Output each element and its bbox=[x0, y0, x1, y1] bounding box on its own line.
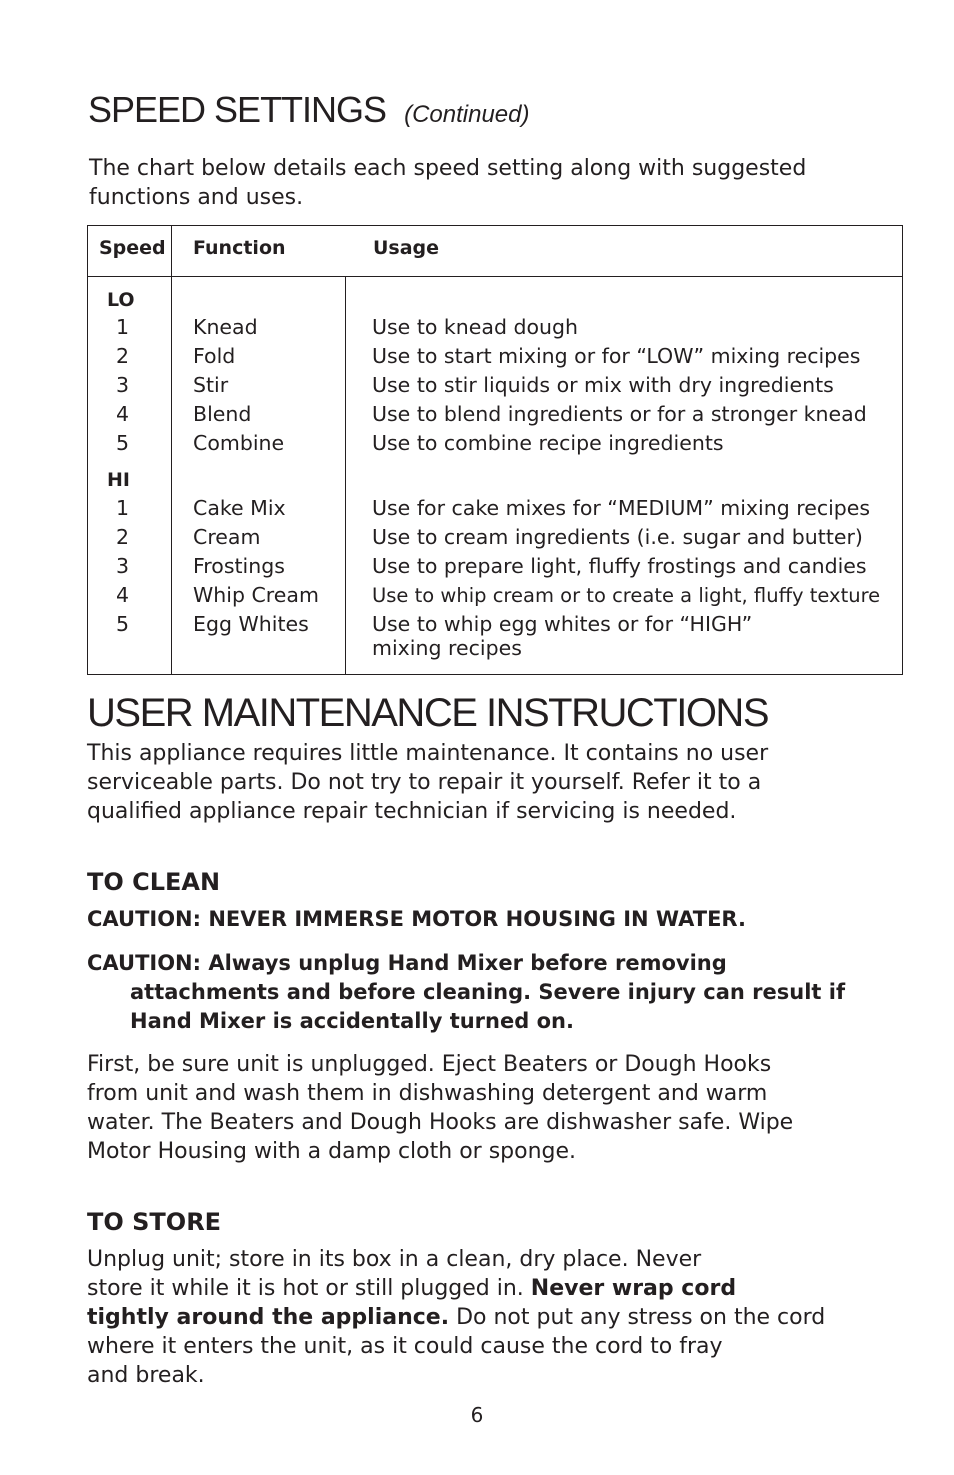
paragraph-line: and break. bbox=[87, 1363, 205, 1388]
header-usage: Usage bbox=[373, 237, 440, 259]
to-clean-body bbox=[87, 1050, 847, 1166]
speed-cell: 3 bbox=[116, 373, 130, 397]
continued-label: (Continued) bbox=[404, 101, 530, 128]
text-bold: tightly around the appliance. bbox=[87, 1305, 450, 1330]
function-cell: Cake Mix bbox=[193, 496, 286, 520]
usage-cell: Use to prepare light, fluffy frostings and candies bbox=[372, 554, 867, 578]
speed-settings-title: SPEED SETTINGS bbox=[88, 89, 387, 130]
paragraph-line: This appliance requires little maintenance. It contains no user bbox=[87, 741, 769, 766]
speed-cell: 1 bbox=[116, 496, 130, 520]
speed-cell: 4 bbox=[116, 402, 130, 426]
usage-cell bbox=[372, 612, 752, 660]
section-title-maintenance: USER MAINTENANCE INSTRUCTIONS bbox=[87, 691, 768, 735]
usage-cell: Use to start mixing or for “LOW” mixing recipes bbox=[372, 344, 861, 368]
speed-cell: 3 bbox=[116, 554, 130, 578]
section-title-speed-settings bbox=[88, 88, 529, 137]
usage-cell: Use to blend ingredients or for a stronger knead bbox=[372, 402, 867, 426]
function-cell: Fold bbox=[193, 344, 236, 368]
usage-cell: Use to whip cream or to create a light, fluffy texture bbox=[372, 584, 881, 607]
paragraph-line: qualified appliance repair technician if servicing is needed. bbox=[87, 799, 737, 824]
paragraph-line bbox=[87, 1303, 847, 1332]
function-cell: Blend bbox=[193, 402, 252, 426]
intro-line: The chart below details each speed setting along with suggested bbox=[89, 156, 807, 181]
page-number: 6 bbox=[470, 1403, 484, 1427]
to-clean-heading: TO CLEAN bbox=[87, 868, 221, 896]
caution-immerse: CAUTION: NEVER IMMERSE MOTOR HOUSING IN WATER. bbox=[87, 907, 746, 931]
speed-cell: 4 bbox=[116, 583, 130, 607]
group-label-hi: HI bbox=[107, 469, 130, 491]
to-store-heading: TO STORE bbox=[87, 1208, 222, 1236]
usage-cell: Use to knead dough bbox=[372, 315, 579, 339]
usage-line: mixing recipes bbox=[372, 636, 522, 660]
maintenance-intro bbox=[87, 739, 847, 826]
function-cell: Egg Whites bbox=[193, 612, 309, 636]
group-label-lo: LO bbox=[107, 289, 135, 311]
caution-line: Hand Mixer is accidentally turned on. bbox=[130, 1009, 574, 1033]
paragraph-line bbox=[87, 1274, 847, 1303]
speed-settings-intro bbox=[89, 154, 869, 212]
header-speed: Speed bbox=[99, 237, 166, 259]
text-plain: Do not put any stress on the cord bbox=[449, 1305, 826, 1330]
caution-line: attachments and before cleaning. Severe injury can result if bbox=[130, 980, 846, 1004]
paragraph-line: from unit and wash them in dishwashing detergent and warm bbox=[87, 1081, 768, 1106]
caution-line: CAUTION: Always unplug Hand Mixer before removing bbox=[87, 951, 727, 975]
paragraph-line: where it enters the unit, as it could cause the cord to fray bbox=[87, 1334, 723, 1359]
column-divider bbox=[171, 226, 172, 674]
function-cell: Whip Cream bbox=[193, 583, 319, 607]
usage-cell: Use to combine recipe ingredients bbox=[372, 431, 724, 455]
paragraph-line: serviceable parts. Do not try to repair it yourself. Refer it to a bbox=[87, 770, 762, 795]
speed-cell: 2 bbox=[116, 344, 130, 368]
intro-line: functions and uses. bbox=[89, 185, 304, 210]
to-store-body bbox=[87, 1245, 847, 1390]
function-cell: Cream bbox=[193, 525, 261, 549]
paragraph-line: Unplug unit; store in its box in a clean, dry place. Never bbox=[87, 1247, 702, 1272]
usage-cell: Use to stir liquids or mix with dry ingredients bbox=[372, 373, 834, 397]
paragraph-line: Motor Housing with a damp cloth or sponge. bbox=[87, 1139, 577, 1164]
speed-cell: 5 bbox=[116, 612, 130, 636]
text-plain: store it while it is hot or still plugged in. bbox=[87, 1276, 531, 1301]
header-function: Function bbox=[193, 237, 286, 259]
function-cell: Frostings bbox=[193, 554, 285, 578]
function-cell: Stir bbox=[193, 373, 229, 397]
speed-table bbox=[87, 225, 903, 675]
paragraph-line: First, be sure unit is unplugged. Eject Beaters or Dough Hooks bbox=[87, 1052, 772, 1077]
function-cell: Combine bbox=[193, 431, 285, 455]
caution-unplug bbox=[87, 949, 845, 1036]
speed-cell: 1 bbox=[116, 315, 130, 339]
usage-cell: Use to cream ingredients (i.e. sugar and butter) bbox=[372, 525, 863, 549]
paragraph-line: water. The Beaters and Dough Hooks are dishwasher safe. Wipe bbox=[87, 1110, 794, 1135]
usage-cell: Use for cake mixes for “MEDIUM” mixing recipes bbox=[372, 496, 871, 520]
text-bold: Never wrap cord bbox=[530, 1276, 737, 1301]
speed-cell: 5 bbox=[116, 431, 130, 455]
usage-line: Use to whip egg whites or for “HIGH” bbox=[372, 612, 753, 636]
function-cell: Knead bbox=[193, 315, 258, 339]
speed-cell: 2 bbox=[116, 525, 130, 549]
column-divider bbox=[345, 276, 346, 674]
